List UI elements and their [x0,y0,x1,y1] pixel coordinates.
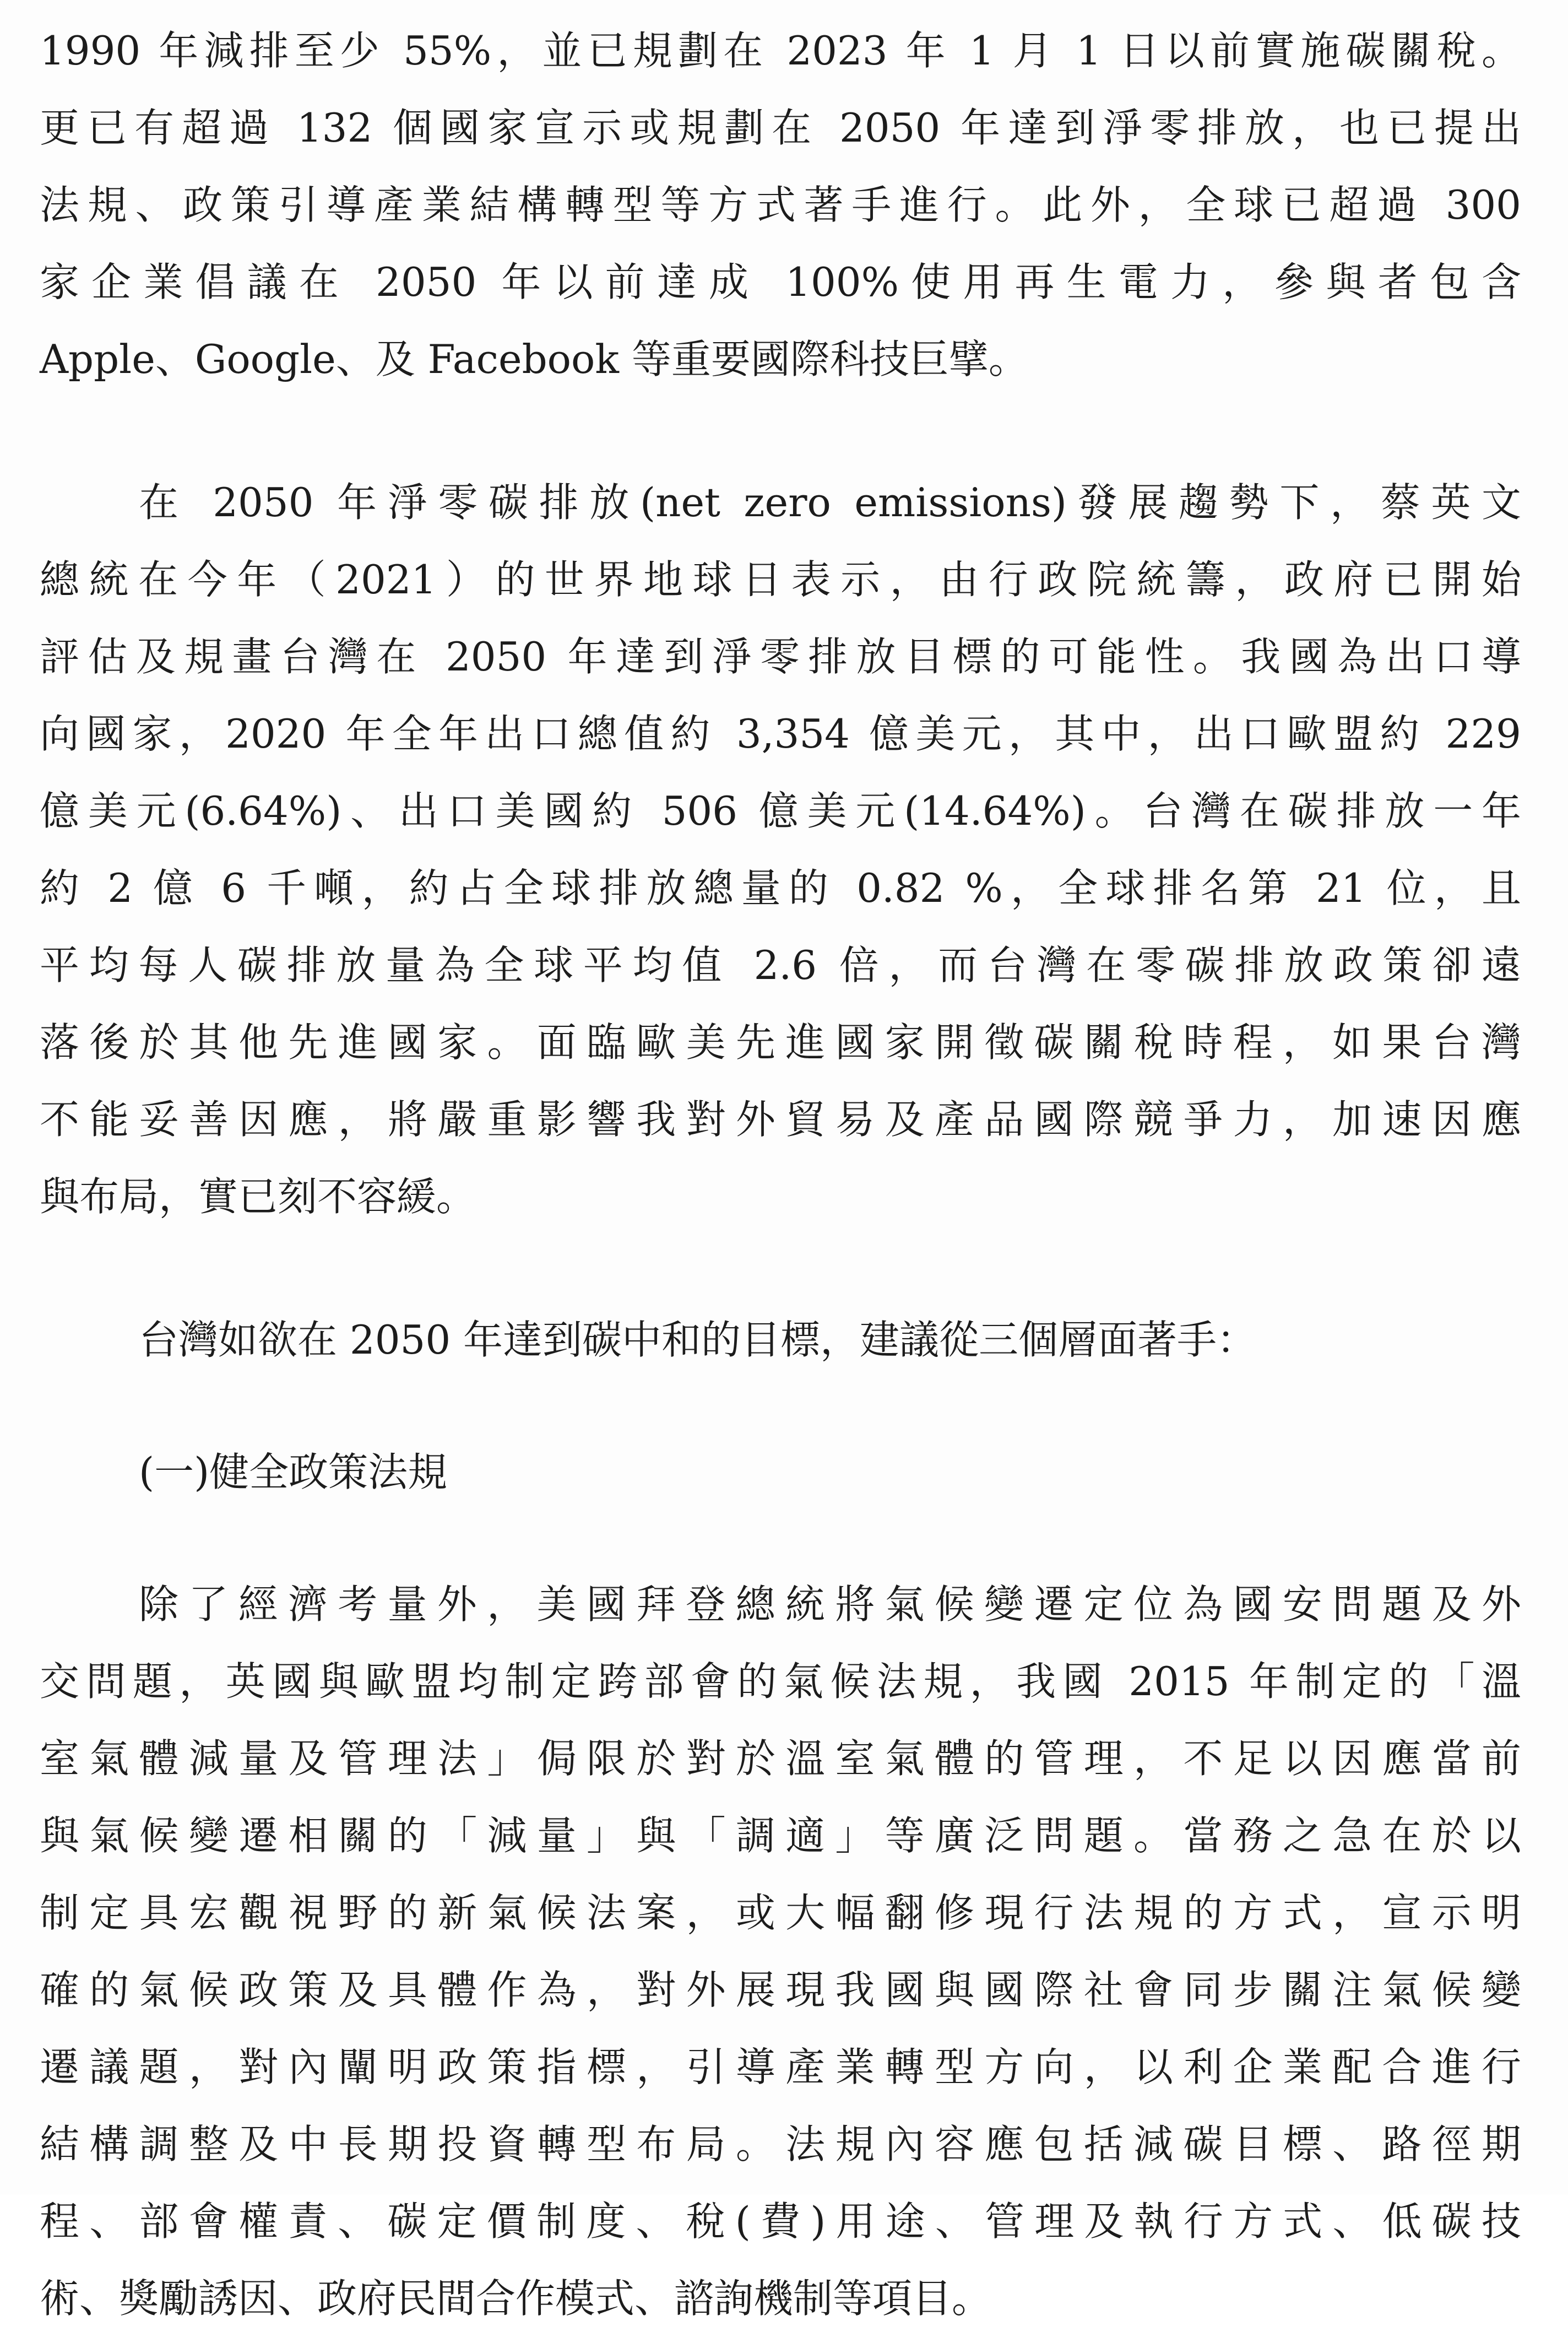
text-line: 評估及規畫台灣在 2050 年達到淨零排放目標的可能性。我國為出口導 [40,634,1521,680]
paragraph-gap [40,398,1521,464]
text-line: 交問題，英國與歐盟均制定跨部會的氣候法規，我國 2015 年制定的「溫 [40,1658,1521,1705]
text-line: 與氣候變遷相關的「減量」與「調適」等廣泛問題。當務之急在於以 [40,1813,1521,1859]
text-line: 總統在今年（2021）的世界地球日表示，由行政院統籌，政府已開始 [40,556,1521,603]
paragraph-gap [40,1235,1521,1301]
section-heading [40,1433,1521,1511]
text-line: 制定具宏觀視野的新氣候法案，或大幅翻修現行法規的方式，宣示明 [40,1890,1521,1936]
text-line: 法規、政策引導產業結構轉型等方式著手進行。此外，全球已超過 300 [40,182,1521,228]
text-line: 除了經濟考量外，美國拜登總統將氣候變遷定位為國安問題及外 [139,1581,1521,1627]
text-line: 向國家，2020 年全年出口總值約 3,354 億美元，其中，出口歐盟約 229 [40,711,1521,757]
text-line: 遷議題，對內闡明政策指標，引導產業轉型方向，以利企業配合進行 [40,2044,1521,2090]
text-line: 台灣如欲在 2050 年達到碳中和的目標，建議從三個層面著手： [139,1317,1257,1363]
text-line: 與布局，實已刻不容緩。 [40,1173,476,1220]
paragraph-2 [40,464,1521,1235]
section-title: (一)健全政策法規 [139,1449,448,1495]
text-line: 程、部會權責、碳定價制度、稅(費)用途、管理及執行方式、低碳技 [40,2198,1521,2244]
text-line: 室氣體減量及管理法」侷限於對於溫室氣體的管理，不足以因應當前 [40,1735,1521,1782]
text-line: 約 2 億 6 千噸，約占全球排放總量的 0.82 %，全球排名第 21 位，且 [40,865,1521,911]
paragraph-3 [40,1301,1521,1378]
text-line: 平均每人碳排放量為全球平均值 2.6 倍，而台灣在零碳排放政策卻遠 [40,942,1521,988]
document-body [40,12,1521,2337]
paragraph-gap [40,1378,1521,1433]
text-line: Apple、Google、及 Facebook 等重要國際科技巨擘。 [40,336,1028,382]
text-line: 結構調整及中長期投資轉型布局。法規內容應包括減碳目標、路徑期 [40,2121,1521,2167]
text-line: 更已有超過 132 個國家宣示或規劃在 2050 年達到淨零排放，也已提出 [40,105,1521,151]
text-line: 在 2050 年淨零碳排放(net zero emissions)發展趨勢下，蔡英文 [139,479,1521,526]
text-line: 落後於其他先進國家。面臨歐美先進國家開徵碳關稅時程，如果台灣 [40,1019,1521,1065]
text-line: 家企業倡議在 2050 年以前達成 100%使用再生電力，參與者包含 [40,259,1521,305]
text-line: 1990 年減排至少 55%，並已規劃在 2023 年 1 月 1 日以前實施碳關稅。 [40,28,1521,74]
paragraph-1 [40,12,1521,398]
paragraph-gap [40,1511,1521,1566]
text-line: 術、獎勵誘因、政府民間合作模式、諮詢機制等項目。 [40,2275,992,2322]
paragraph-5 [40,1566,1521,2337]
text-line: 確的氣候政策及具體作為，對外展現我國與國際社會同步關注氣候變 [40,1967,1521,2013]
text-line: 不能妥善因應，將嚴重影響我對外貿易及產品國際競爭力，加速因應 [40,1096,1521,1143]
text-line: 億美元(6.64%)、出口美國約 506 億美元(14.64%)。台灣在碳排放一年 [40,788,1521,834]
